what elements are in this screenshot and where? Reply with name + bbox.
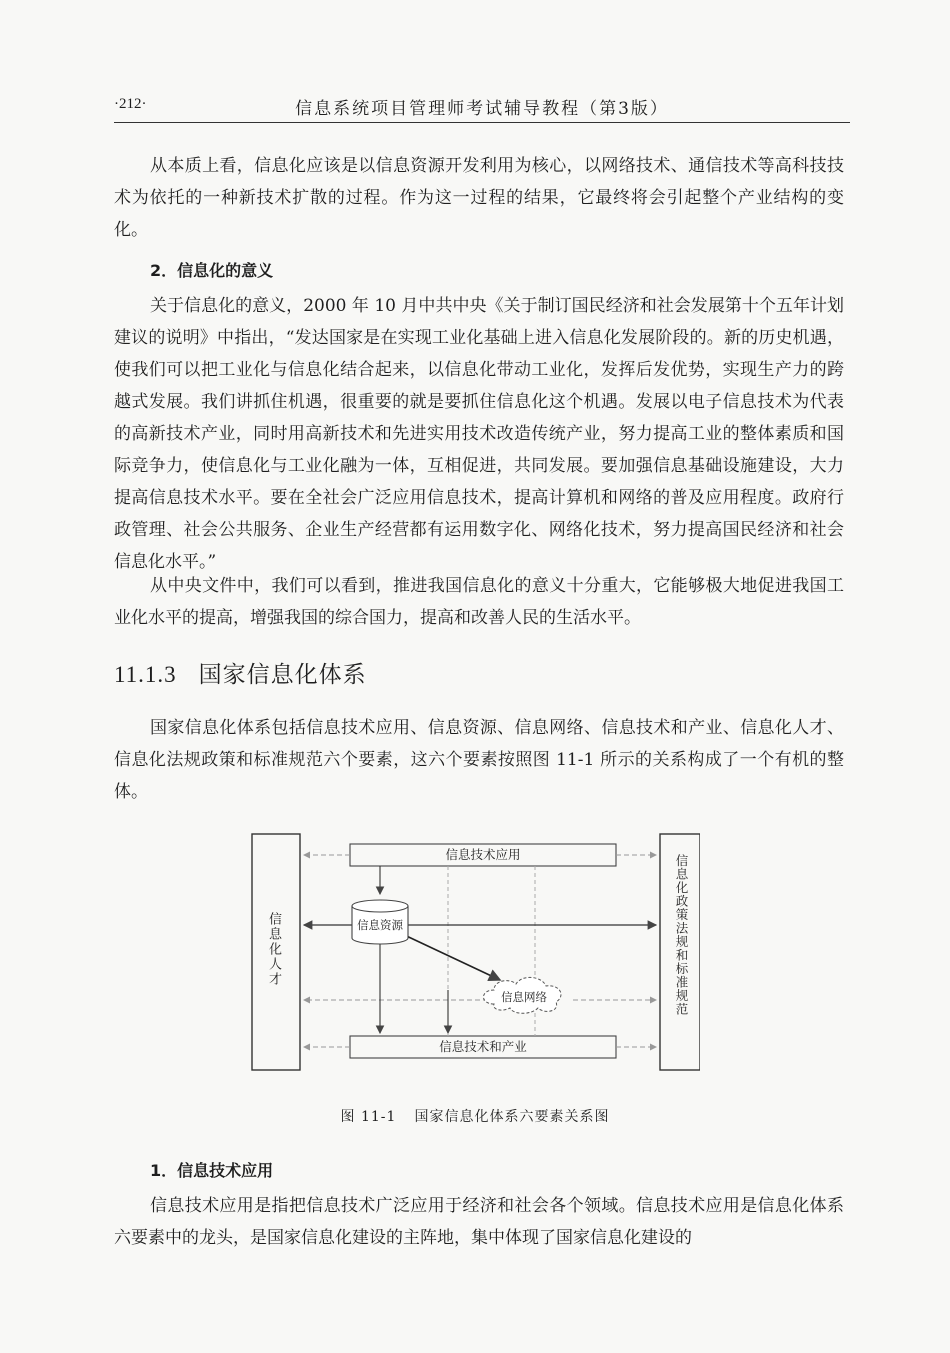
paragraph-significance: 关于信息化的意义，2000 年 10 月中共中央《关于制订国民经济和社会发展第十个五年计划建议的说明》中指出，“发达国家是在实现工业化基础上进入信息化发展阶段的。新的历史机遇，使我们可以把工业化与信息化结合起来，以信息化带动工业化，发挥后发优势，实现生产力的跨越式发展。我们讲抓住机遇，很重要的就是要抓住信息化这个机遇。发展以电子信息技术为代表的高新技术产业，同时用高新技术和先进实用技术改造传统产业，努力提高工业的整体素质和国际竞争力，使信息化与工业化融为一体，互相促进，共同发展。要加强信息基础设施建设，大力提高信息技术水平。要在全社会广泛应用信息技术，提高计算机和网络的普及应用程度。政府行政管理、社会公共服务、企业生产经营都有运用数字化、网络化技术，努力提高国民经济和社会信息化水平。” <box>114 296 844 572</box>
paragraph-system-intro: 国家信息化体系包括信息技术应用、信息资源、信息网络、信息技术和产业、信息化人才、信息化法规政策和标准规范六个要素，这六个要素按照图 11-1 所示的关系构成了一个有机的整体。 <box>114 718 844 802</box>
paragraph-essence: 从本质上看，信息化应该是以信息资源开发利用为核心，以网络技术、通信技术等高科技技术为依托的一种新技术扩散的过程。作为这一过程的结果，它最终将会引起整个产业结构的变化。 <box>114 156 844 240</box>
figure-caption <box>0 1106 950 1126</box>
page-header <box>114 92 850 124</box>
section-title <box>114 656 367 689</box>
book-title: 信息系统项目管理师考试辅导教程（第3版） <box>295 99 669 119</box>
paragraph-conclusion: 从中央文件中，我们可以看到，推进我国信息化的意义十分重大，它能够极大地促进我国工业化水平的提高，增强我国的综合国力，提高和改善人民的生活水平。 <box>114 576 844 628</box>
caption-text: 国家信息化体系六要素关系图 <box>414 1109 610 1125</box>
industry-label: 信息技术和产业 <box>439 1039 527 1054</box>
heading-it-application: 1．信息技术应用 <box>150 1161 274 1180</box>
policy-label: 信息化政策法规和标准规范 <box>674 854 689 1016</box>
resource-label: 信息资源 <box>357 918 403 932</box>
arrow-resource-to-network <box>398 932 500 980</box>
caption-number: 图 11-1 <box>340 1109 397 1125</box>
application-label: 信息技术应用 <box>445 847 521 862</box>
diagram-canvas <box>248 830 700 1075</box>
section-number: 11.1.3 <box>114 662 177 687</box>
system-diagram <box>248 830 700 1075</box>
network-label: 信息网络 <box>501 990 547 1004</box>
page-number: ·212· <box>114 96 147 112</box>
paragraph-it-application: 信息技术应用是指把信息技术广泛应用于经济和社会各个领域。信息技术应用是信息化体系六要素中的龙头，是国家信息化建设的主阵地，集中体现了国家信息化建设的 <box>114 1196 844 1248</box>
talent-label: 信息化人才 <box>266 912 281 987</box>
section-title-text: 国家信息化体系 <box>198 662 367 688</box>
header-rule <box>114 122 850 123</box>
heading-significance: 2．信息化的意义 <box>150 261 274 280</box>
